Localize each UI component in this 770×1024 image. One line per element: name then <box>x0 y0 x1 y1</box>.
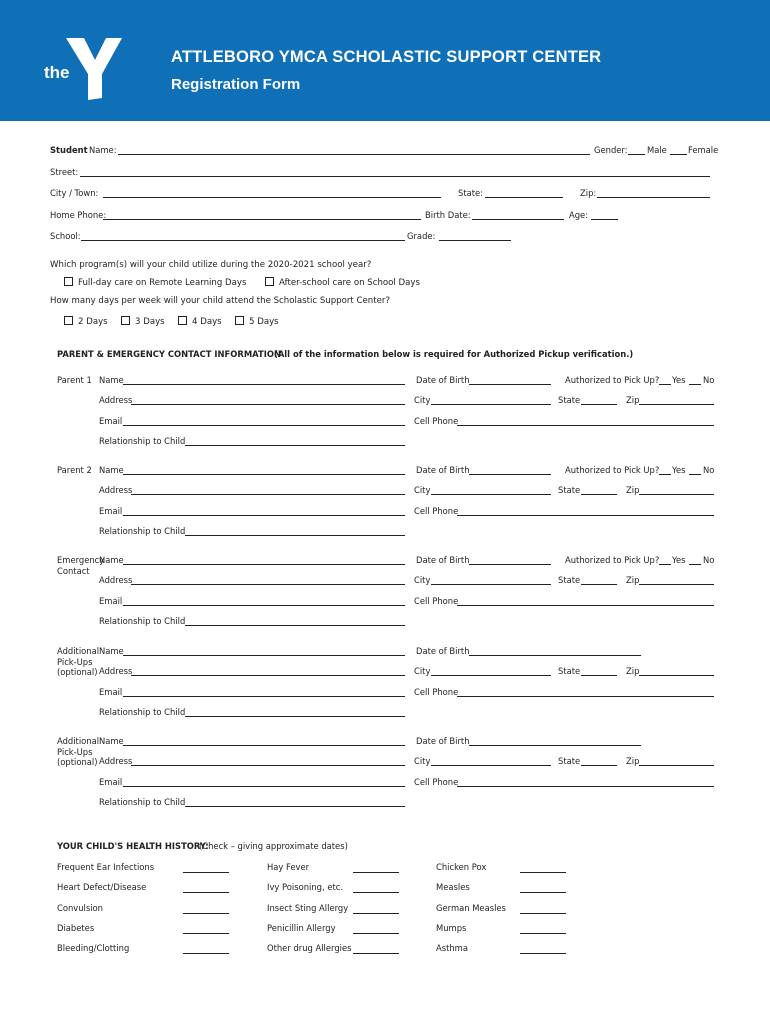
dob-label: Date of Birth <box>416 375 470 385</box>
day-option[interactable] <box>235 316 279 327</box>
city-field[interactable] <box>431 765 551 766</box>
page-subtitle: Registration Form <box>171 76 301 93</box>
city-field[interactable] <box>431 494 551 495</box>
cell-phone-label: Cell Phone <box>414 596 459 606</box>
contacts-heading: PARENT & EMERGENCY CONTACT INFORMATION <box>57 349 281 359</box>
health-date-field[interactable] <box>520 872 566 873</box>
zip-label: Zip <box>626 485 640 495</box>
cell-phone-label: Cell Phone <box>414 777 459 787</box>
zip-field[interactable] <box>639 765 714 766</box>
school-field[interactable] <box>81 240 405 241</box>
state-label: State <box>558 395 581 405</box>
dob-field[interactable] <box>469 655 641 656</box>
no-field[interactable] <box>689 384 701 385</box>
day-option[interactable] <box>121 316 165 327</box>
health-date-field[interactable] <box>183 872 229 873</box>
checkbox-icon[interactable] <box>64 277 73 286</box>
address-field[interactable] <box>131 584 405 585</box>
name-label: Name <box>99 465 124 475</box>
yes-label: Yes <box>672 555 686 565</box>
health-item-label: Asthma <box>436 943 468 954</box>
city-field[interactable] <box>431 675 551 676</box>
health-item-label: German Measles <box>436 902 506 913</box>
relationship-field[interactable] <box>185 625 405 626</box>
state-field[interactable] <box>581 494 617 495</box>
email-label: Email <box>99 777 123 787</box>
health-item-label: Hay Fever <box>267 862 310 872</box>
option-label: 2 Days <box>78 317 108 327</box>
dob-label: Date of Birth <box>416 555 470 565</box>
email-field[interactable] <box>123 515 405 516</box>
health-date-field[interactable] <box>353 953 399 954</box>
health-item-label: Other drug Allergies <box>267 943 352 954</box>
checkbox-icon[interactable] <box>235 316 244 325</box>
birth-date-label: Birth Date: <box>425 210 471 220</box>
contact-block-label: (optional) <box>57 667 98 677</box>
relationship-field[interactable] <box>185 535 405 536</box>
health-item-label: Frequent Ear Infections <box>57 862 155 872</box>
female-field[interactable] <box>670 154 687 155</box>
option-label: 4 Days <box>192 317 222 327</box>
relationship-label: Relationship to Child <box>99 436 186 446</box>
days-question: How many days per week will your child attend the Scholastic Support Center? <box>50 296 391 306</box>
address-label: Address <box>99 485 133 495</box>
zip-field[interactable] <box>639 404 714 405</box>
city-field[interactable] <box>103 197 441 198</box>
health-date-field[interactable] <box>520 953 566 954</box>
address-field[interactable] <box>131 494 405 495</box>
address-field[interactable] <box>131 404 405 405</box>
yes-field[interactable] <box>659 474 671 475</box>
health-heading: YOUR CHILD'S HEALTH HISTORY: <box>57 841 209 851</box>
relationship-field[interactable] <box>185 806 405 807</box>
logo-text: the <box>44 63 70 82</box>
checkbox-icon[interactable] <box>121 316 130 325</box>
no-label: No <box>703 465 715 475</box>
state-label: State <box>558 666 581 676</box>
relationship-label: Relationship to Child <box>99 707 186 717</box>
health-item-label: Convulsion <box>57 902 103 913</box>
male-field[interactable] <box>628 154 645 155</box>
address-label: Address <box>99 575 133 585</box>
cell-phone-field[interactable] <box>457 605 714 606</box>
program-question: Which program(s) will your child utilize during the 2020-2021 school year? <box>50 260 372 270</box>
contact-block-label: Parent 1 <box>57 375 92 385</box>
contact-name-field[interactable] <box>123 745 405 746</box>
health-date-field[interactable] <box>520 933 566 934</box>
relationship-label: Relationship to Child <box>99 526 186 536</box>
health-item-label: Diabetes <box>57 922 95 933</box>
city-label: City <box>414 395 431 405</box>
contact-name-field[interactable] <box>123 655 405 656</box>
health-date-field[interactable] <box>183 933 229 934</box>
contact-name-field[interactable] <box>123 474 405 475</box>
email-label: Email <box>99 506 123 516</box>
yes-field[interactable] <box>659 564 671 565</box>
state-field[interactable] <box>581 404 617 405</box>
program-option[interactable] <box>265 277 420 288</box>
checkbox-icon[interactable] <box>178 316 187 325</box>
contact-block-label: (optional) <box>57 757 98 767</box>
contact-block-label: Contact <box>57 565 90 576</box>
state-label: State <box>558 575 581 585</box>
authorized-label: Authorized to Pick Up? <box>565 465 660 475</box>
no-field[interactable] <box>689 564 701 565</box>
dob-field[interactable] <box>469 745 641 746</box>
female-label: Female <box>688 145 719 155</box>
cell-phone-field[interactable] <box>457 425 714 426</box>
no-label: No <box>703 555 715 565</box>
health-date-field[interactable] <box>520 913 566 914</box>
health-item-label: Penicillin Allergy <box>267 922 336 933</box>
grade-field[interactable] <box>439 240 511 241</box>
email-field[interactable] <box>123 696 405 697</box>
authorized-label: Authorized to Pick Up? <box>565 375 660 385</box>
zip-label: Zip <box>626 756 640 766</box>
program-option[interactable] <box>64 277 247 288</box>
health-date-field[interactable] <box>520 892 566 893</box>
cell-phone-field[interactable] <box>457 515 714 516</box>
city-label: City <box>414 485 431 495</box>
relationship-field[interactable] <box>185 445 405 446</box>
contact-block-label: Additional <box>57 736 100 746</box>
male-label: Male <box>647 145 667 155</box>
address-field[interactable] <box>131 765 405 766</box>
home-phone-field[interactable] <box>103 219 421 220</box>
email-label: Email <box>99 687 123 697</box>
health-item-label: Mumps <box>436 922 467 933</box>
relationship-label: Relationship to Child <box>99 797 186 807</box>
cell-phone-field[interactable] <box>457 786 714 787</box>
name-label: Name: <box>89 145 117 155</box>
option-label: After-school care on School Days <box>279 278 420 288</box>
option-label: Full-day care on Remote Learning Days <box>78 278 247 288</box>
email-label: Email <box>99 416 123 426</box>
health-note: (Check – giving approximate dates) <box>199 841 348 851</box>
health-date-field[interactable] <box>353 872 399 873</box>
state-label: State: <box>458 188 483 198</box>
no-label: No <box>703 375 715 385</box>
cell-phone-field[interactable] <box>457 696 714 697</box>
address-field[interactable] <box>131 675 405 676</box>
zip-label: Zip <box>626 395 640 405</box>
state-field[interactable] <box>581 765 617 766</box>
checkbox-icon[interactable] <box>64 316 73 325</box>
contact-block-label: Pick-Ups <box>57 656 93 667</box>
name-label: Name <box>99 375 124 385</box>
name-label: Name <box>99 555 124 565</box>
health-item-label: Insect Sting Allergy <box>267 902 349 913</box>
health-item-label: Bleeding/Clotting <box>57 943 130 954</box>
state-field[interactable] <box>581 584 617 585</box>
address-label: Address <box>99 395 133 405</box>
health-item-label: Measles <box>436 882 470 893</box>
email-label: Email <box>99 596 123 606</box>
option-label: 5 Days <box>249 317 279 327</box>
state-label: State <box>558 756 581 766</box>
dob-label: Date of Birth <box>416 646 470 656</box>
school-label: School: <box>50 231 81 241</box>
health-item-label: Chicken Pox <box>436 862 487 872</box>
zip-field[interactable] <box>639 675 714 676</box>
street-label: Street: <box>50 167 79 177</box>
day-option[interactable] <box>178 316 222 327</box>
dob-label: Date of Birth <box>416 465 470 475</box>
health-date-field[interactable] <box>353 933 399 934</box>
state-field[interactable] <box>485 197 563 198</box>
ymca-y-logo-icon <box>64 38 126 102</box>
city-label: City <box>414 756 431 766</box>
address-label: Address <box>99 756 133 766</box>
yes-label: Yes <box>672 465 686 475</box>
authorized-label: Authorized to Pick Up? <box>565 555 660 565</box>
contact-block-label: Parent 2 <box>57 465 92 475</box>
cell-phone-label: Cell Phone <box>414 416 459 426</box>
relationship-label: Relationship to Child <box>99 616 186 626</box>
student-name-field[interactable] <box>118 154 590 155</box>
city-label: City <box>414 575 431 585</box>
relationship-field[interactable] <box>185 716 405 717</box>
email-field[interactable] <box>123 605 405 606</box>
address-label: Address <box>99 666 133 676</box>
email-field[interactable] <box>123 425 405 426</box>
name-label: Name <box>99 646 124 656</box>
dob-label: Date of Birth <box>416 736 470 746</box>
contact-block-label: Pick-Ups <box>57 746 93 757</box>
header-banner <box>0 0 770 121</box>
dob-field[interactable] <box>469 474 551 475</box>
zip-label: Zip <box>626 666 640 676</box>
health-date-field[interactable] <box>353 892 399 893</box>
contacts-note: (All of the information below is required for Authorized Pickup verification.) <box>274 349 634 359</box>
no-field[interactable] <box>689 474 701 475</box>
health-item-label: Ivy Poisoning, etc. <box>267 882 344 893</box>
state-label: State <box>558 485 581 495</box>
zip-field[interactable] <box>597 197 710 198</box>
birth-date-field[interactable] <box>472 219 564 220</box>
grade-label: Grade: <box>407 231 436 241</box>
contact-name-field[interactable] <box>123 384 405 385</box>
contact-name-field[interactable] <box>123 564 405 565</box>
cell-phone-label: Cell Phone <box>414 687 459 697</box>
city-label: City <box>414 666 431 676</box>
state-field[interactable] <box>581 675 617 676</box>
contact-block-label: Emergency <box>57 555 105 565</box>
dob-field[interactable] <box>469 384 551 385</box>
name-label: Name <box>99 736 124 746</box>
home-phone-label: Home Phone: <box>50 210 107 220</box>
street-field[interactable] <box>80 176 710 177</box>
zip-field[interactable] <box>639 584 714 585</box>
age-label: Age: <box>569 210 589 220</box>
contact-block-label: Additional <box>57 646 100 656</box>
checkbox-icon[interactable] <box>265 277 274 286</box>
zip-label: Zip: <box>580 188 597 198</box>
city-field[interactable] <box>431 584 551 585</box>
option-label: 3 Days <box>135 317 165 327</box>
age-field[interactable] <box>591 219 618 220</box>
health-date-field[interactable] <box>353 913 399 914</box>
zip-label: Zip <box>626 575 640 585</box>
day-option[interactable] <box>64 316 108 327</box>
dob-field[interactable] <box>469 564 551 565</box>
yes-label: Yes <box>672 375 686 385</box>
city-label: City / Town: <box>50 188 99 198</box>
health-item-label: Heart Defect/Disease <box>57 882 147 893</box>
zip-field[interactable] <box>639 494 714 495</box>
student-label: Student <box>50 145 88 155</box>
cell-phone-label: Cell Phone <box>414 506 459 516</box>
page-title: ATTLEBORO YMCA SCHOLASTIC SUPPORT CENTER <box>171 48 602 66</box>
city-field[interactable] <box>431 404 551 405</box>
yes-field[interactable] <box>659 384 671 385</box>
health-date-field[interactable] <box>183 953 229 954</box>
health-date-field[interactable] <box>183 913 229 914</box>
health-date-field[interactable] <box>183 892 229 893</box>
gender-label: Gender: <box>594 145 628 155</box>
email-field[interactable] <box>123 786 405 787</box>
svg-text:YMCA: YMCA <box>102 81 115 97</box>
